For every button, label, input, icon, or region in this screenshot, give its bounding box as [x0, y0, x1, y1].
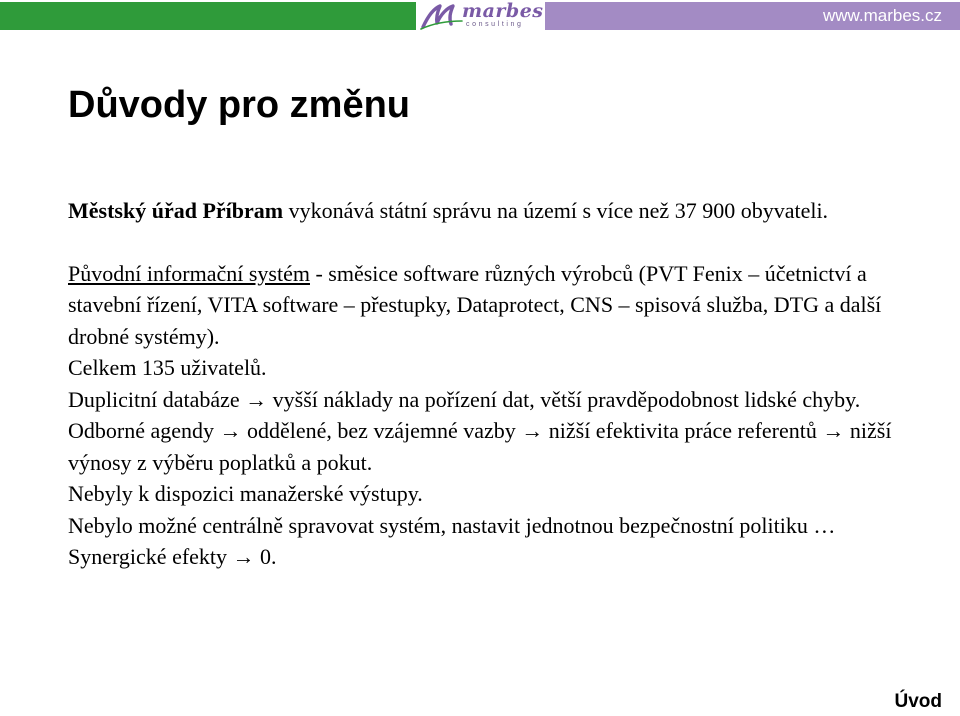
- reason-text: Odborné agendy → oddělené, bez vzájemné vazby → nižší efektivita práce referentů → nižší výnosy z výběru poplatků a pokut.: [68, 418, 892, 475]
- reason-paragraph: [68, 258, 908, 353]
- paragraph-spacer: [68, 227, 908, 258]
- reason-paragraph: [68, 478, 908, 510]
- reason-paragraph: [68, 352, 908, 384]
- banner-band-left: [0, 2, 416, 30]
- reason-text: Nebyly k dispozici manažerské výstupy.: [68, 481, 423, 506]
- top-banner: [0, 0, 960, 32]
- intro-text: vykonává státní správu na území s více než 37 900 obyvateli.: [283, 198, 829, 223]
- section-label: Úvod: [894, 691, 942, 712]
- intro-bold-text: Městský úřad Příbram: [68, 198, 284, 223]
- slide-body: [68, 195, 908, 573]
- reason-text: - směsice software různých výrobců (PVT Fenix – účetnictví a stavební řízení, VITA software – přestupky, Dataprotect, CNS – spisová služba, DTG a další drobné systémy).: [68, 260, 882, 349]
- reason-text: Synergické efekty → 0.: [68, 544, 277, 569]
- site-url[interactable]: www.marbes.cz: [822, 6, 942, 25]
- logo-tagline: consulting: [466, 21, 524, 28]
- page-title: Důvody pro změnu: [68, 84, 411, 126]
- reason-paragraph: [68, 384, 908, 416]
- underlined-term: Původní informační systém: [68, 260, 310, 286]
- reason-paragraph: [68, 415, 908, 478]
- marbes-logo: [420, 0, 544, 32]
- reason-text: Nebylo možné centrálně spravovat systém, nastavit jednotnou bezpečnostní politiku …: [68, 512, 836, 538]
- reason-paragraph: [68, 541, 908, 573]
- reason-paragraph: [68, 510, 908, 542]
- reasons-list: [68, 258, 908, 573]
- swoosh-m-icon: [420, 0, 468, 32]
- reason-text: Celkem 135 uživatelů.: [68, 355, 267, 380]
- reason-text: Duplicitní databáze → vyšší náklady na pořízení dat, větší pravděpodobnost lidské chyby.: [68, 386, 861, 412]
- logo-wordmark: marbes: [462, 0, 544, 22]
- intro-paragraph: [68, 195, 908, 227]
